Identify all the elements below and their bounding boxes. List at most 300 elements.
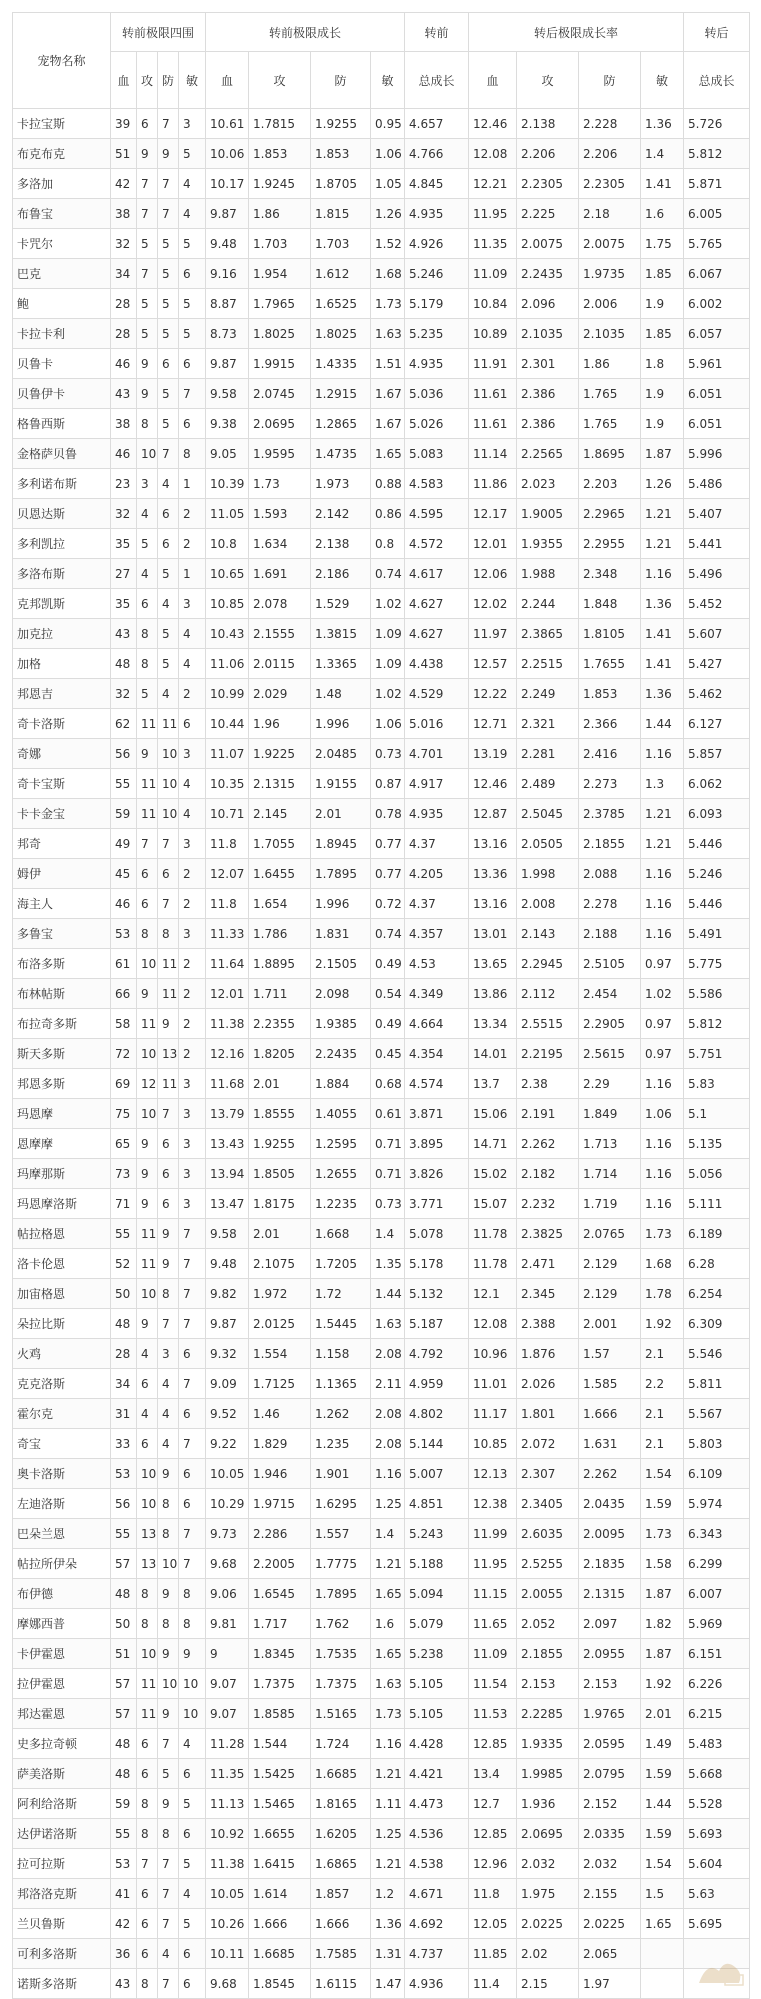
cell-pre-def: 9 [158, 139, 179, 169]
cell-pre-total: 5.243 [405, 1519, 469, 1549]
cell-growth-hp: 9.58 [206, 379, 249, 409]
cell-pre-agi: 6 [179, 1489, 206, 1519]
cell-pre-def: 7 [158, 1309, 179, 1339]
cell-pre-hp: 36 [111, 1939, 137, 1969]
cell-pre-atk: 9 [137, 139, 158, 169]
cell-pre-total: 4.766 [405, 139, 469, 169]
cell-pre-hp: 28 [111, 289, 137, 319]
cell-pre-agi: 3 [179, 919, 206, 949]
cell-post-atk: 2.1855 [517, 1639, 579, 1669]
cell-growth-def: 1.48 [311, 679, 371, 709]
cell-pre-agi: 4 [179, 649, 206, 679]
table-row [13, 1939, 750, 1969]
table-row [13, 229, 750, 259]
cell-pre-hp: 32 [111, 229, 137, 259]
table-row [13, 1639, 750, 1669]
cell-growth-agi: 1.2 [371, 1879, 405, 1909]
cell-growth-hp: 10.35 [206, 769, 249, 799]
cell-growth-def: 1.158 [311, 1339, 371, 1369]
cell-post-agi: 1.21 [641, 829, 684, 859]
cell-growth-agi: 0.87 [371, 769, 405, 799]
cell-pre-agi: 2 [179, 859, 206, 889]
cell-post-agi: 1.41 [641, 169, 684, 199]
cell-pre-atk: 8 [137, 1609, 158, 1639]
cell-post-def: 2.18 [579, 199, 641, 229]
cell-name: 斯天多斯 [13, 1039, 111, 1069]
cell-growth-atk: 1.8175 [249, 1189, 311, 1219]
cell-growth-agi: 0.71 [371, 1129, 405, 1159]
cell-post-hp: 13.36 [469, 859, 517, 889]
cell-pre-def: 7 [158, 1849, 179, 1879]
cell-growth-agi: 1.67 [371, 409, 405, 439]
table-row [13, 589, 750, 619]
cell-growth-hp: 9.48 [206, 229, 249, 259]
subheader-post-total: 总成长 [684, 52, 750, 109]
cell-growth-hp: 10.39 [206, 469, 249, 499]
cell-growth-agi: 0.74 [371, 919, 405, 949]
cell-name: 拉伊霍恩 [13, 1669, 111, 1699]
cell-post-hp: 11.65 [469, 1609, 517, 1639]
cell-pre-total: 4.473 [405, 1789, 469, 1819]
cell-post-def: 2.065 [579, 1939, 641, 1969]
cell-growth-hp: 11.38 [206, 1009, 249, 1039]
cell-growth-atk: 1.8895 [249, 949, 311, 979]
cell-post-total: 5.546 [684, 1339, 750, 1369]
cell-pre-atk: 9 [137, 379, 158, 409]
cell-growth-hp: 10.61 [206, 109, 249, 139]
cell-name: 巴朵兰恩 [13, 1519, 111, 1549]
cell-post-atk: 2.0695 [517, 1819, 579, 1849]
cell-growth-atk: 1.8545 [249, 1969, 311, 1999]
cell-name: 可利多洛斯 [13, 1939, 111, 1969]
cell-pre-agi: 6 [179, 709, 206, 739]
cell-post-def: 2.1855 [579, 829, 641, 859]
cell-pre-hp: 45 [111, 859, 137, 889]
cell-growth-def: 1.9385 [311, 1009, 371, 1039]
cell-post-def: 1.853 [579, 679, 641, 709]
cell-pre-total: 4.572 [405, 529, 469, 559]
cell-pre-atk: 5 [137, 229, 158, 259]
cell-post-atk: 2.3865 [517, 619, 579, 649]
cell-post-hp: 12.08 [469, 1309, 517, 1339]
cell-post-hp: 13.65 [469, 949, 517, 979]
cell-name: 洛卡伦恩 [13, 1249, 111, 1279]
cell-pre-hp: 28 [111, 1339, 137, 1369]
cell-pre-agi: 2 [179, 889, 206, 919]
table-row [13, 499, 750, 529]
cell-pre-agi: 5 [179, 1789, 206, 1819]
cell-growth-hp: 9.07 [206, 1699, 249, 1729]
cell-pre-atk: 5 [137, 679, 158, 709]
cell-post-agi: 1.85 [641, 259, 684, 289]
cell-post-atk: 1.936 [517, 1789, 579, 1819]
cell-post-hp: 12.17 [469, 499, 517, 529]
cell-growth-def: 1.8705 [311, 169, 371, 199]
cell-post-agi: 1.21 [641, 799, 684, 829]
cell-post-total: 5.486 [684, 469, 750, 499]
cell-growth-atk: 1.666 [249, 1909, 311, 1939]
cell-post-agi: 1.73 [641, 1219, 684, 1249]
cell-post-def: 2.278 [579, 889, 641, 919]
cell-pre-def: 9 [158, 1789, 179, 1819]
table-row [13, 949, 750, 979]
cell-growth-hp: 11.28 [206, 1729, 249, 1759]
cell-growth-def: 1.9155 [311, 769, 371, 799]
cell-post-hp: 12.85 [469, 1819, 517, 1849]
cell-growth-atk: 2.145 [249, 799, 311, 829]
table-body [13, 109, 750, 1999]
cell-pre-agi: 9 [179, 1639, 206, 1669]
cell-growth-def: 1.973 [311, 469, 371, 499]
cell-growth-atk: 2.1555 [249, 619, 311, 649]
cell-growth-atk: 1.73 [249, 469, 311, 499]
cell-pre-agi: 3 [179, 589, 206, 619]
cell-post-atk: 2.321 [517, 709, 579, 739]
subheader-post-agi: 敏 [641, 52, 684, 109]
cell-growth-agi: 1.68 [371, 259, 405, 289]
cell-growth-def: 1.8025 [311, 319, 371, 349]
cell-growth-def: 1.7375 [311, 1669, 371, 1699]
cell-post-atk: 1.876 [517, 1339, 579, 1369]
cell-growth-hp: 9.48 [206, 1249, 249, 1279]
cell-pre-agi: 6 [179, 1819, 206, 1849]
cell-pre-hp: 48 [111, 649, 137, 679]
cell-pre-atk: 11 [137, 1009, 158, 1039]
cell-pre-total: 4.349 [405, 979, 469, 1009]
cell-pre-agi: 10 [179, 1699, 206, 1729]
cell-growth-agi: 1.21 [371, 1849, 405, 1879]
table-row [13, 1339, 750, 1369]
cell-pre-total: 4.926 [405, 229, 469, 259]
cell-post-atk: 2.489 [517, 769, 579, 799]
subheader-post-atk: 攻 [517, 52, 579, 109]
cell-pre-total: 5.078 [405, 1219, 469, 1249]
cell-post-hp: 11.61 [469, 379, 517, 409]
cell-growth-def: 1.6685 [311, 1759, 371, 1789]
cell-post-hp: 12.7 [469, 1789, 517, 1819]
cell-growth-def: 1.7895 [311, 1579, 371, 1609]
cell-post-def: 2.153 [579, 1669, 641, 1699]
cell-pre-atk: 6 [137, 1879, 158, 1909]
cell-growth-def: 1.996 [311, 709, 371, 739]
cell-growth-hp: 9 [206, 1639, 249, 1669]
cell-post-atk: 2.112 [517, 979, 579, 1009]
cell-pre-def: 4 [158, 679, 179, 709]
cell-growth-hp: 11.8 [206, 889, 249, 919]
cell-name: 恩摩摩 [13, 1129, 111, 1159]
cell-post-atk: 2.02 [517, 1939, 579, 1969]
cell-pre-def: 5 [158, 1759, 179, 1789]
cell-growth-atk: 1.6415 [249, 1849, 311, 1879]
cell-post-total: 6.343 [684, 1519, 750, 1549]
cell-growth-hp: 13.47 [206, 1189, 249, 1219]
cell-post-agi: 1.54 [641, 1849, 684, 1879]
cell-growth-def: 1.3365 [311, 649, 371, 679]
cell-name: 达伊诺洛斯 [13, 1819, 111, 1849]
cell-post-atk: 2.5515 [517, 1009, 579, 1039]
cell-pre-def: 5 [158, 379, 179, 409]
cell-post-total: 5.803 [684, 1429, 750, 1459]
cell-post-hp: 11.95 [469, 199, 517, 229]
cell-name: 左迪洛斯 [13, 1489, 111, 1519]
table-row [13, 1429, 750, 1459]
cell-post-agi: 1.44 [641, 709, 684, 739]
cell-post-atk: 2.2195 [517, 1039, 579, 1069]
cell-post-def: 1.585 [579, 1369, 641, 1399]
cell-post-total: 5.427 [684, 649, 750, 679]
cell-growth-def: 1.4055 [311, 1099, 371, 1129]
cell-pre-total: 4.959 [405, 1369, 469, 1399]
table-row [13, 1279, 750, 1309]
cell-growth-atk: 1.46 [249, 1399, 311, 1429]
cell-growth-def: 1.5165 [311, 1699, 371, 1729]
cell-growth-agi: 1.36 [371, 1909, 405, 1939]
cell-growth-agi: 1.67 [371, 379, 405, 409]
cell-pre-hp: 66 [111, 979, 137, 1009]
cell-post-atk: 2.206 [517, 139, 579, 169]
cell-post-total: 5.496 [684, 559, 750, 589]
cell-pre-agi: 5 [179, 229, 206, 259]
cell-growth-atk: 1.544 [249, 1729, 311, 1759]
cell-post-hp: 12.1 [469, 1279, 517, 1309]
cell-post-total: 5.812 [684, 139, 750, 169]
cell-growth-atk: 1.8505 [249, 1159, 311, 1189]
cell-name: 加宙格恩 [13, 1279, 111, 1309]
cell-pre-hp: 33 [111, 1429, 137, 1459]
cell-growth-def: 1.2235 [311, 1189, 371, 1219]
cell-pre-hp: 48 [111, 1759, 137, 1789]
table-row [13, 529, 750, 559]
cell-pre-atk: 6 [137, 1429, 158, 1459]
cell-growth-def: 1.6865 [311, 1849, 371, 1879]
cell-post-agi: 1.9 [641, 289, 684, 319]
cell-growth-atk: 1.8555 [249, 1099, 311, 1129]
cell-post-agi: 1.59 [641, 1819, 684, 1849]
cell-post-hp: 11.78 [469, 1219, 517, 1249]
cell-pre-hp: 23 [111, 469, 137, 499]
cell-post-hp: 12.71 [469, 709, 517, 739]
cell-growth-hp: 13.43 [206, 1129, 249, 1159]
cell-post-agi: 2.01 [641, 1699, 684, 1729]
cell-growth-hp: 9.52 [206, 1399, 249, 1429]
cell-growth-agi: 0.77 [371, 829, 405, 859]
cell-pre-agi: 7 [179, 1249, 206, 1279]
cell-growth-atk: 1.5425 [249, 1759, 311, 1789]
cell-post-atk: 2.138 [517, 109, 579, 139]
cell-post-atk: 2.2515 [517, 649, 579, 679]
cell-growth-atk: 2.2355 [249, 1009, 311, 1039]
cell-growth-hp: 10.11 [206, 1939, 249, 1969]
cell-growth-atk: 2.0745 [249, 379, 311, 409]
table-row [13, 1819, 750, 1849]
cell-post-agi: 1.41 [641, 649, 684, 679]
subheader-pre-total: 总成长 [405, 52, 469, 109]
cell-pre-hp: 31 [111, 1399, 137, 1429]
cell-post-hp: 15.07 [469, 1189, 517, 1219]
cell-pre-atk: 5 [137, 529, 158, 559]
cell-growth-hp: 10.99 [206, 679, 249, 709]
cell-post-atk: 2.2945 [517, 949, 579, 979]
cell-post-hp: 15.06 [469, 1099, 517, 1129]
cell-post-agi: 1.87 [641, 1579, 684, 1609]
cell-post-atk: 2.032 [517, 1849, 579, 1879]
cell-growth-hp: 10.05 [206, 1879, 249, 1909]
cell-growth-atk: 2.1075 [249, 1249, 311, 1279]
cell-post-def: 2.29 [579, 1069, 641, 1099]
cell-name: 诺斯多洛斯 [13, 1969, 111, 1999]
cell-name: 布洛多斯 [13, 949, 111, 979]
cell-post-total: 5.567 [684, 1399, 750, 1429]
cell-growth-atk: 2.0115 [249, 649, 311, 679]
cell-pre-hp: 69 [111, 1069, 137, 1099]
cell-post-total: 5.695 [684, 1909, 750, 1939]
cell-growth-agi: 0.72 [371, 889, 405, 919]
table-row [13, 979, 750, 1009]
cell-pre-agi: 5 [179, 319, 206, 349]
cell-pre-hp: 52 [111, 1249, 137, 1279]
cell-pre-def: 10 [158, 799, 179, 829]
cell-post-agi: 1.16 [641, 1159, 684, 1189]
cell-growth-def: 1.762 [311, 1609, 371, 1639]
cell-growth-atk: 1.7055 [249, 829, 311, 859]
table-header [13, 13, 750, 109]
cell-pre-def: 6 [158, 529, 179, 559]
cell-pre-def: 4 [158, 589, 179, 619]
cell-post-agi: 1.87 [641, 1639, 684, 1669]
cell-post-hp: 12.01 [469, 529, 517, 559]
cell-post-agi: 1.36 [641, 589, 684, 619]
cell-name: 火鸡 [13, 1339, 111, 1369]
cell-name: 卡拉卡利 [13, 319, 111, 349]
cell-pre-agi: 7 [179, 1369, 206, 1399]
cell-post-total: 5.751 [684, 1039, 750, 1069]
cell-post-hp: 11.4 [469, 1969, 517, 1999]
cell-growth-def: 1.901 [311, 1459, 371, 1489]
cell-pre-def: 13 [158, 1039, 179, 1069]
cell-growth-def: 1.815 [311, 199, 371, 229]
cell-post-def: 2.152 [579, 1789, 641, 1819]
cell-pre-total: 4.538 [405, 1849, 469, 1879]
cell-pre-atk: 10 [137, 439, 158, 469]
cell-growth-hp: 9.81 [206, 1609, 249, 1639]
cell-pre-hp: 34 [111, 259, 137, 289]
cell-pre-total: 4.935 [405, 799, 469, 829]
cell-post-hp: 13.34 [469, 1009, 517, 1039]
cell-name: 帖拉格恩 [13, 1219, 111, 1249]
cell-pre-agi: 2 [179, 499, 206, 529]
cell-pre-def: 3 [158, 1339, 179, 1369]
cell-post-def: 1.8105 [579, 619, 641, 649]
cell-post-atk: 2.143 [517, 919, 579, 949]
cell-pre-hp: 65 [111, 1129, 137, 1159]
cell-pre-def: 9 [158, 1249, 179, 1279]
cell-name: 贝恩达斯 [13, 499, 111, 529]
table-row [13, 829, 750, 859]
cell-post-total: 6.062 [684, 769, 750, 799]
cell-pre-def: 11 [158, 979, 179, 1009]
cell-growth-atk: 1.703 [249, 229, 311, 259]
cell-post-atk: 2.388 [517, 1309, 579, 1339]
cell-growth-atk: 1.829 [249, 1429, 311, 1459]
cell-post-def: 2.1835 [579, 1549, 641, 1579]
cell-post-def: 2.0095 [579, 1519, 641, 1549]
cell-pre-def: 6 [158, 1129, 179, 1159]
cell-growth-def: 1.857 [311, 1879, 371, 1909]
cell-post-def: 2.2955 [579, 529, 641, 559]
cell-pre-agi: 3 [179, 1069, 206, 1099]
subheader-growth-def: 防 [311, 52, 371, 109]
cell-growth-hp: 11.05 [206, 499, 249, 529]
cell-name: 邦恩多斯 [13, 1069, 111, 1099]
cell-growth-def: 1.7535 [311, 1639, 371, 1669]
cell-post-def: 1.765 [579, 379, 641, 409]
cell-growth-def: 1.703 [311, 229, 371, 259]
cell-growth-hp: 10.29 [206, 1489, 249, 1519]
cell-post-agi: 1.65 [641, 1909, 684, 1939]
cell-post-atk: 2.0055 [517, 1579, 579, 1609]
cell-growth-atk: 1.634 [249, 529, 311, 559]
cell-growth-atk: 1.691 [249, 559, 311, 589]
cell-post-hp: 11.8 [469, 1879, 517, 1909]
cell-pre-hp: 55 [111, 769, 137, 799]
cell-pre-atk: 6 [137, 109, 158, 139]
cell-pre-def: 7 [158, 109, 179, 139]
cell-post-total: 6.093 [684, 799, 750, 829]
cell-growth-atk: 1.9245 [249, 169, 311, 199]
cell-growth-hp: 9.87 [206, 1309, 249, 1339]
cell-post-total: 5.528 [684, 1789, 750, 1819]
cell-name: 卡拉宝斯 [13, 109, 111, 139]
cell-pre-def: 5 [158, 259, 179, 289]
cell-post-hp: 11.35 [469, 229, 517, 259]
cell-name: 卡卡金宝 [13, 799, 111, 829]
cell-growth-agi: 1.6 [371, 1609, 405, 1639]
header-post-growth: 转后极限成长率 [469, 13, 684, 52]
cell-pre-hp: 75 [111, 1099, 137, 1129]
cell-post-agi: 1.8 [641, 349, 684, 379]
cell-post-def: 2.228 [579, 109, 641, 139]
cell-pre-agi: 2 [179, 949, 206, 979]
table-row [13, 1759, 750, 1789]
cell-pre-def: 9 [158, 1639, 179, 1669]
cell-pre-atk: 4 [137, 1399, 158, 1429]
cell-pre-total: 4.657 [405, 109, 469, 139]
cell-growth-agi: 1.26 [371, 199, 405, 229]
cell-post-hp: 12.57 [469, 649, 517, 679]
cell-pre-hp: 53 [111, 1459, 137, 1489]
cell-pre-total: 4.936 [405, 1969, 469, 1999]
cell-growth-hp: 10.05 [206, 1459, 249, 1489]
cell-post-def: 2.0335 [579, 1819, 641, 1849]
cell-growth-atk: 1.554 [249, 1339, 311, 1369]
cell-growth-atk: 2.01 [249, 1069, 311, 1099]
cell-growth-agi: 0.8 [371, 529, 405, 559]
cell-post-hp: 14.71 [469, 1129, 517, 1159]
cell-post-def: 2.0765 [579, 1219, 641, 1249]
cell-post-agi: 1.85 [641, 319, 684, 349]
table-row [13, 1969, 750, 1999]
cell-pre-atk: 13 [137, 1519, 158, 1549]
cell-post-agi: 1.58 [641, 1549, 684, 1579]
cell-pre-def: 4 [158, 469, 179, 499]
cell-pre-def: 6 [158, 1159, 179, 1189]
cell-growth-atk: 1.8585 [249, 1699, 311, 1729]
cell-growth-atk: 1.946 [249, 1459, 311, 1489]
subheader-pre-def: 防 [158, 52, 179, 109]
cell-post-atk: 1.988 [517, 559, 579, 589]
cell-growth-agi: 1.21 [371, 1759, 405, 1789]
cell-post-def: 2.5105 [579, 949, 641, 979]
